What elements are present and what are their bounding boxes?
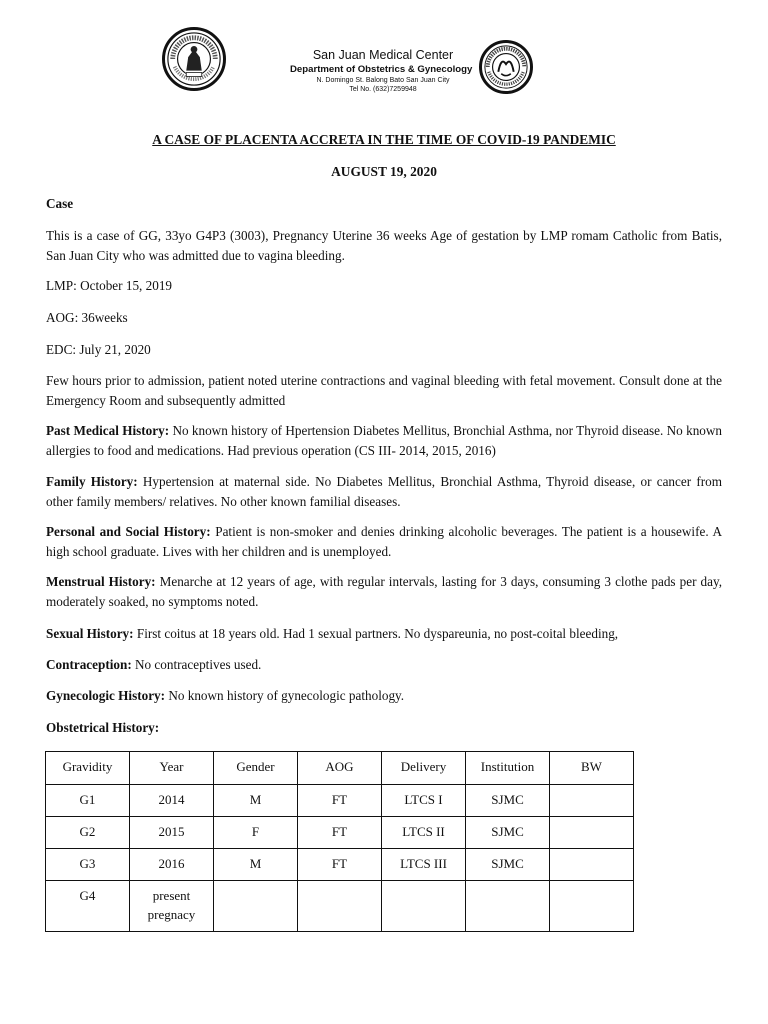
institution-tel: Tel No. (632)7259948 [349, 86, 417, 93]
table-cell: G1 [46, 785, 130, 817]
aog-line: AOG: 36weeks [46, 310, 128, 325]
sexual-label: Sexual History: [46, 626, 134, 641]
menstrual-history [46, 572, 722, 612]
contraception-text: No contraceptives used. [131, 657, 262, 672]
letterhead [288, 48, 478, 94]
table-cell: FT [298, 849, 382, 881]
edc-line: EDC: July 21, 2020 [46, 342, 151, 357]
hospital-seal-logo [479, 40, 533, 94]
obstetrical-heading: Obstetrical History: [46, 720, 160, 735]
contraception [46, 655, 722, 675]
table-cell [550, 817, 634, 849]
contraception-label: Contraception: [46, 657, 132, 672]
family-history [46, 472, 722, 512]
table-cell: SJMC [466, 817, 550, 849]
table-cell: 2016 [130, 849, 214, 881]
table-cell: G2 [46, 817, 130, 849]
personal-social-text: Patient is non-smoker and denies drinking alcoholic beverages. The patient is a housewife. A high school graduate. Lives with her children and is unemployed. [46, 524, 722, 559]
table-cell: SJMC [466, 785, 550, 817]
table-cell: G4 [46, 881, 130, 932]
table-cell: M [214, 785, 298, 817]
table-cell [214, 881, 298, 932]
table-cell: G3 [46, 849, 130, 881]
table-cell: LTCS II [382, 817, 466, 849]
table-cell [550, 881, 634, 932]
header-gender: Gender [214, 752, 298, 785]
table-cell: present pregnacy [130, 881, 214, 932]
gynecologic-text: No known history of gynecologic pathology. [165, 688, 405, 703]
menstrual-label: Menstrual History: [46, 574, 156, 589]
department-name: Department of Obstetrics & Gynecology [290, 64, 473, 75]
table-cell [550, 849, 634, 881]
past-medical-text: No known history of Hpertension Diabetes Mellitus, Bronchial Asthma, nor Thyroid disease. No known allergies to food and medications. Had previous operation (CS III- 2014, 2015, 2016) [46, 423, 722, 458]
menstrual-text: Menarche at 12 years of age, with regular intervals, lasting for 3 days, consuming 3 clothe pads per day, moderately soaked, no symptoms noted. [46, 574, 723, 609]
city-seal-logo [162, 27, 226, 91]
table-cell: FT [298, 817, 382, 849]
past-medical-label: Past Medical History: [46, 423, 170, 438]
table-cell: F [214, 817, 298, 849]
family-label: Family History: [46, 474, 138, 489]
table-row [46, 785, 634, 817]
header-aog: AOG [298, 752, 382, 785]
personal-social-history [46, 522, 722, 562]
obstetrical-history-table [45, 751, 634, 932]
past-medical-history [46, 421, 722, 461]
table-cell: M [214, 849, 298, 881]
table-cell [550, 785, 634, 817]
family-text: Hypertension at maternal side. No Diabetes Mellitus, Bronchial Asthma, Thyroid disease, or cancer from other family members/ relatives. No other known familial diseases. [46, 474, 722, 509]
table-cell [466, 881, 550, 932]
header-bw: BW [550, 752, 634, 785]
institution-name: San Juan Medical Center [312, 48, 454, 62]
sexual-history [46, 624, 722, 644]
table-cell [298, 881, 382, 932]
table-row [46, 817, 634, 849]
header-gravidity: Gravidity [46, 752, 130, 785]
table-cell: FT [298, 785, 382, 817]
case-heading: Case [46, 196, 74, 211]
personal-social-label: Personal and Social History: [46, 524, 211, 539]
case-description: This is a case of GG, 33yo G4P3 (3003), Pregnancy Uterine 36 weeks Age of gestation by LMP romam Catholic from Batis, San Juan City who was admitted due to vagina bleeding. [46, 228, 722, 263]
sexual-text: First coitus at 18 years old. Had 1 sexual partners. No dyspareunia, no post-coital bleeding, [133, 626, 619, 641]
header-institution: Institution [466, 752, 550, 785]
institution-address: N. Domingo St. Balong Bato San Juan City [316, 77, 450, 84]
table-cell: LTCS I [382, 785, 466, 817]
document-title: A CASE OF PLACENTA ACCRETA IN THE TIME OF COVID-19 PANDEMIC [152, 132, 616, 147]
lmp-line: LMP: October 15, 2019 [46, 278, 173, 293]
header-year: Year [130, 752, 214, 785]
table-cell [382, 881, 466, 932]
table-row [46, 849, 634, 881]
gynecologic-history [46, 686, 722, 706]
table-cell: LTCS III [382, 849, 466, 881]
table-cell: 2014 [130, 785, 214, 817]
header-delivery: Delivery [382, 752, 466, 785]
table-row [46, 881, 634, 932]
admission-text: Few hours prior to admission, patient noted uterine contractions and vaginal bleeding with fetal movement. Consult done at the Emergency Room and subsequently admitted [46, 373, 722, 408]
table-header-row [46, 752, 634, 785]
gynecologic-label: Gynecologic History: [46, 688, 166, 703]
table-cell: SJMC [466, 849, 550, 881]
table-cell: 2015 [130, 817, 214, 849]
document-date: AUGUST 19, 2020 [331, 164, 437, 179]
